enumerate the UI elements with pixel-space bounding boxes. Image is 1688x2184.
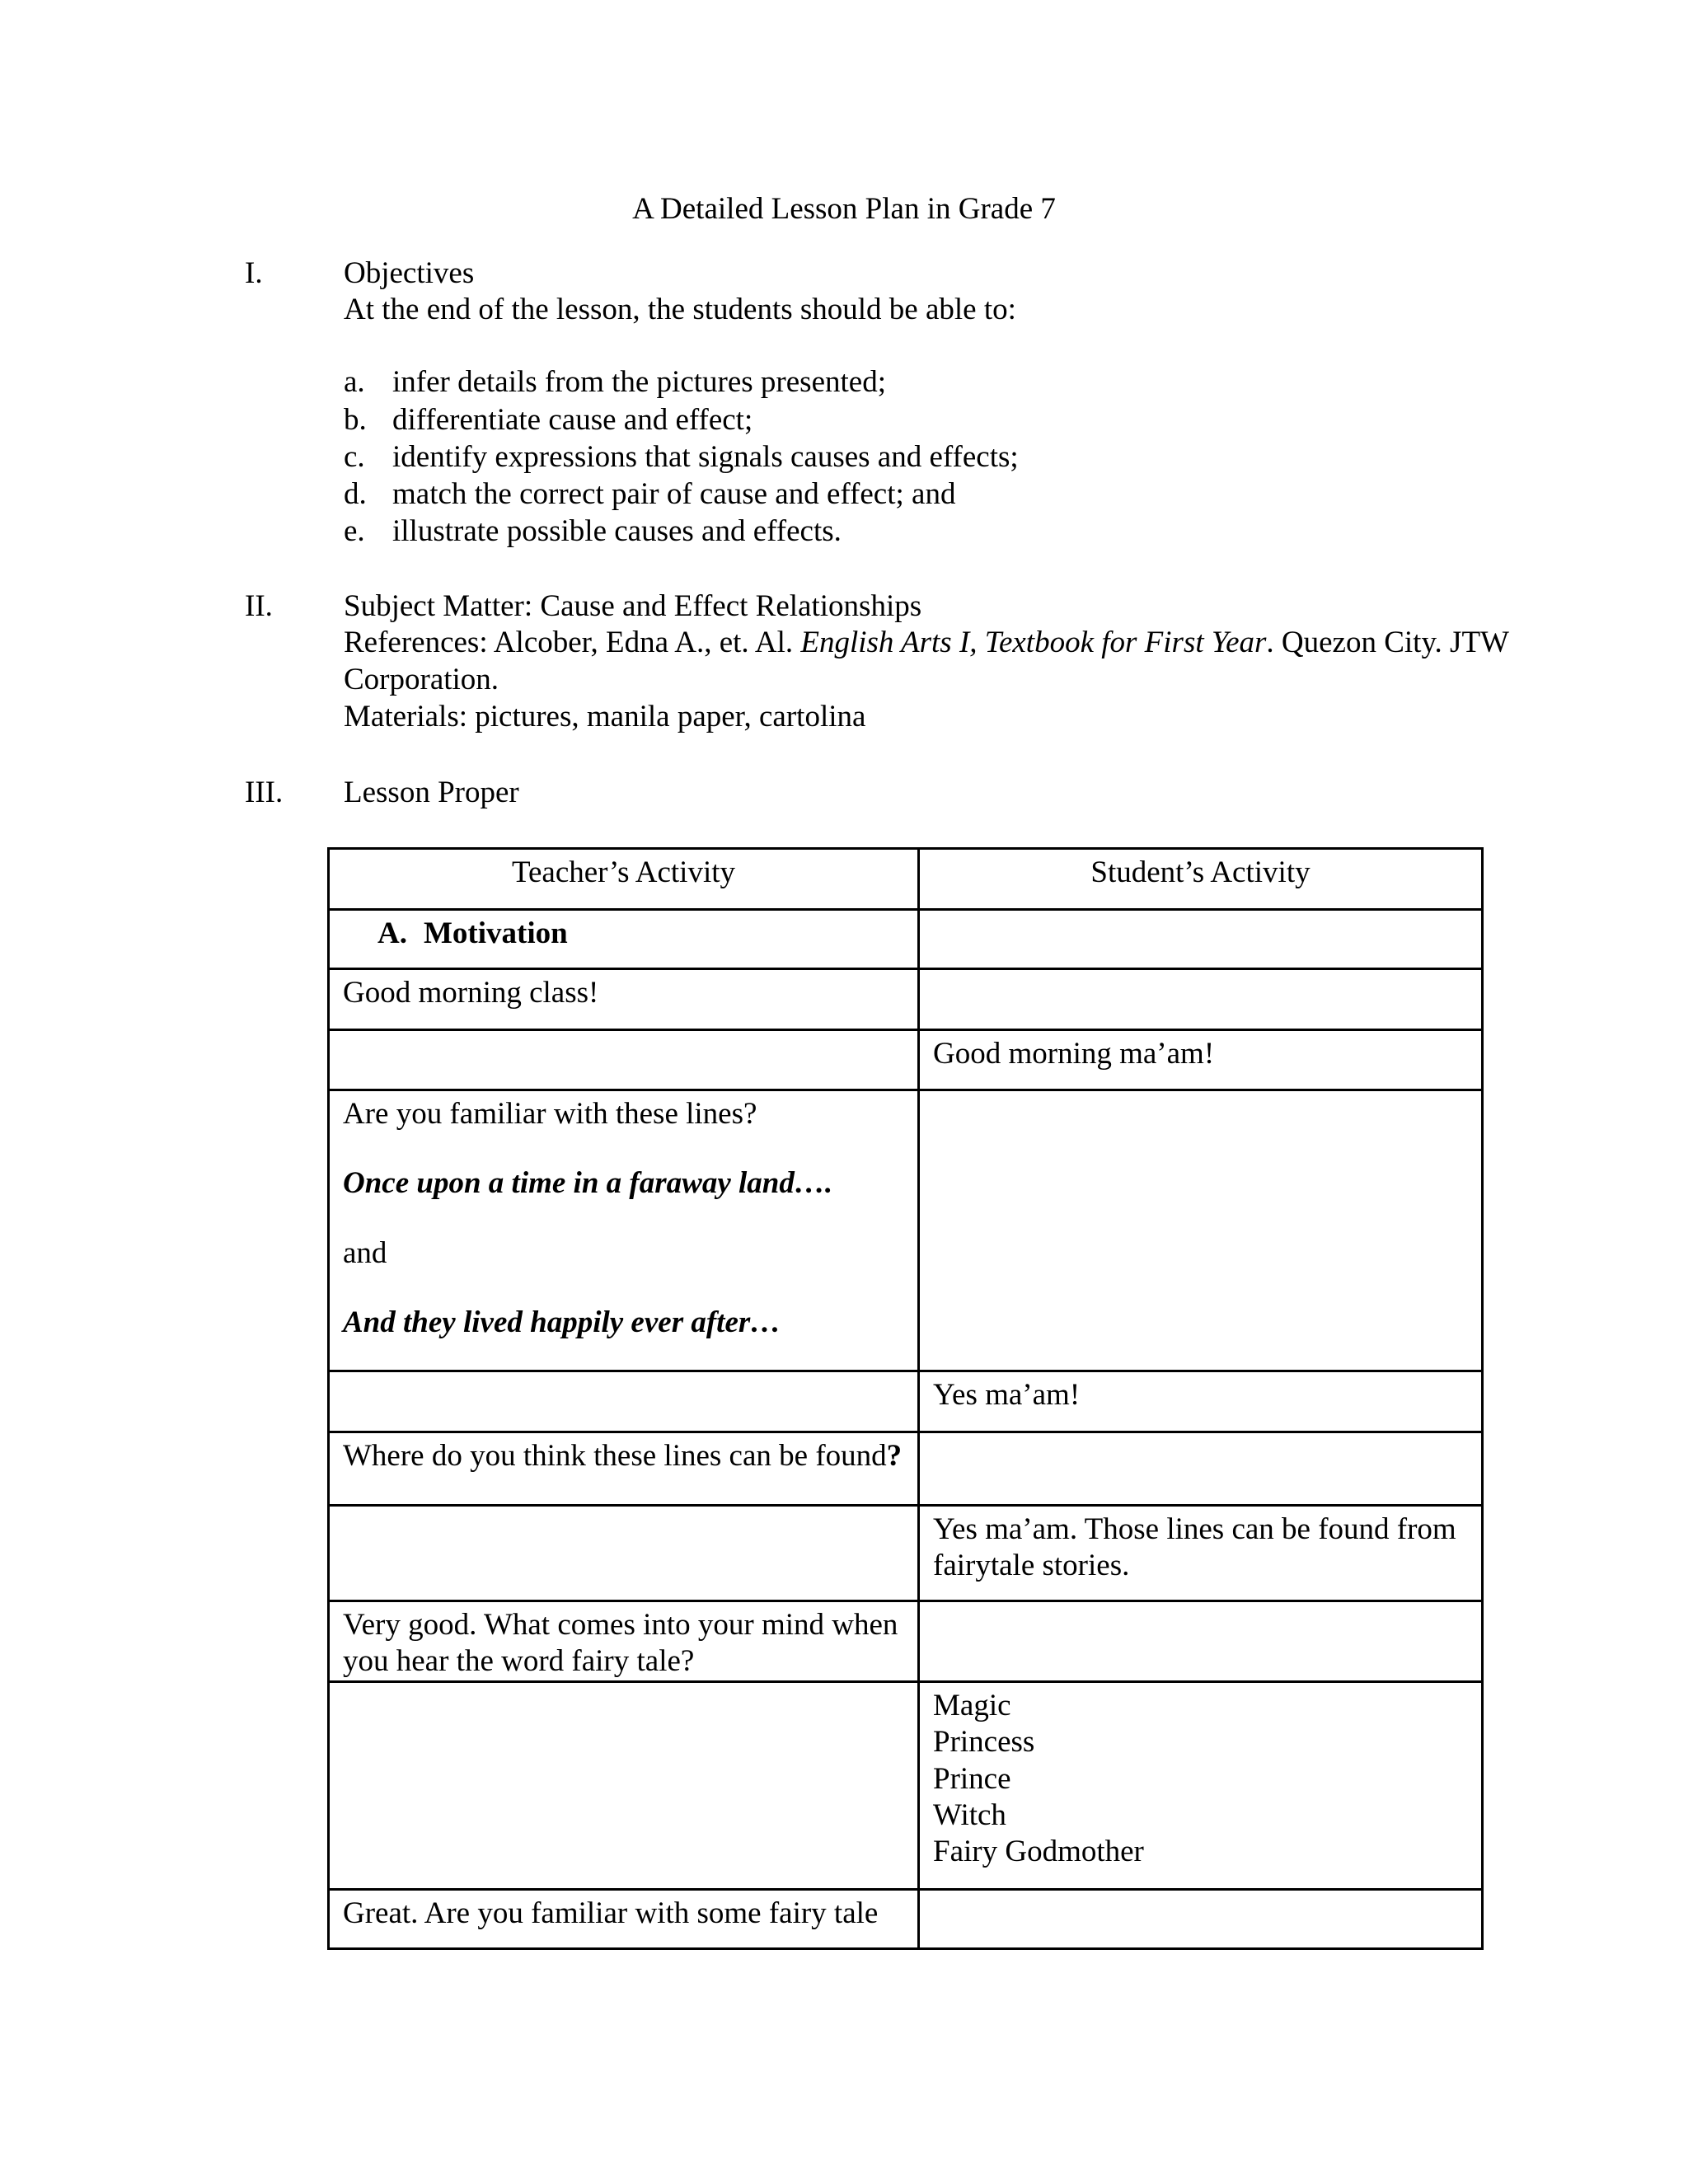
question-mark: ? — [886, 1439, 903, 1473]
teacher-question-line: you hear the word fairy tale? — [343, 1644, 695, 1679]
table-row — [329, 1432, 1483, 1506]
objective-text: match the correct pair of cause and effect; and — [392, 477, 956, 511]
empty-cell — [919, 910, 1483, 969]
table-row — [329, 910, 1483, 969]
objective-letter: a. — [344, 365, 365, 399]
student-cell — [919, 1506, 1483, 1601]
motivation-letter: A. — [377, 916, 407, 950]
materials: Materials: pictures, manila paper, cartolina — [344, 700, 866, 733]
section-numeral-subject: II. — [245, 589, 273, 623]
table-row — [329, 1090, 1483, 1371]
table-row — [329, 1889, 1483, 1948]
empty-cell — [919, 1090, 1483, 1371]
spacer — [343, 1132, 904, 1165]
motivation-label: Motivation — [424, 916, 568, 950]
table-row — [329, 969, 1483, 1030]
student-cell: Good morning ma’am! — [919, 1030, 1483, 1090]
student-cell: Yes ma’am! — [919, 1371, 1483, 1432]
empty-cell — [919, 1889, 1483, 1948]
objective-letter: c. — [344, 440, 365, 474]
fairytale-closing-line: And they lived happily ever after… — [343, 1305, 781, 1340]
student-answer-item: Fairy Godmother — [933, 1835, 1144, 1869]
section-numeral-objectives: I. — [245, 256, 263, 290]
fairytale-opening-line: Once upon a time in a faraway land…. — [343, 1166, 833, 1201]
student-answer-line: fairytale stories. — [933, 1549, 1130, 1583]
objective-letter: e. — [344, 514, 365, 548]
table-row — [329, 1506, 1483, 1601]
objectives-intro: At the end of the lesson, the students should be able to: — [344, 293, 1016, 326]
references-continued: Corporation. — [344, 663, 499, 696]
spacer — [343, 1202, 904, 1235]
student-answer-item: Princess — [933, 1725, 1035, 1760]
empty-cell — [919, 1432, 1483, 1506]
objectives-heading: Objectives — [344, 256, 475, 290]
teacher-activity-header: Teacher’s Activity — [329, 849, 919, 910]
empty-cell — [329, 1681, 919, 1889]
empty-cell — [919, 969, 1483, 1030]
empty-cell — [329, 1371, 919, 1432]
lesson-table — [327, 847, 1484, 1950]
table-row — [329, 1371, 1483, 1432]
empty-cell — [329, 1030, 919, 1090]
teacher-cell — [329, 1432, 919, 1506]
objective-text: illustrate possible causes and effects. — [392, 514, 842, 548]
spacer — [343, 1272, 904, 1305]
student-answer-line: Yes ma’am. Those lines can be found from — [933, 1512, 1456, 1546]
section-numeral-lesson: III. — [245, 776, 284, 809]
teacher-cell: Good morning class! — [329, 969, 919, 1030]
objective-letter: d. — [344, 477, 367, 511]
teacher-cell — [329, 1601, 919, 1682]
student-activity-header: Student’s Activity — [919, 849, 1483, 910]
table-row — [329, 1681, 1483, 1889]
empty-cell — [919, 1601, 1483, 1682]
teacher-cell: Great. Are you familiar with some fairy tale — [329, 1889, 919, 1948]
objective-text: infer details from the pictures presented; — [392, 365, 886, 399]
references-prefix: References: Alcober, Edna A., et. Al. — [344, 626, 801, 659]
references-line — [344, 625, 1509, 661]
table-header-row — [329, 849, 1483, 910]
references-suffix: . Quezon City. JTW — [1266, 626, 1509, 659]
objective-letter: b. — [344, 403, 367, 437]
teacher-question-line: Very good. What comes into your mind when — [343, 1608, 898, 1642]
student-answer-item: Witch — [933, 1797, 1006, 1832]
student-cell — [919, 1681, 1483, 1889]
references-book-title: English Arts I, Textbook for First Year — [800, 626, 1267, 659]
subject-matter: Subject Matter: Cause and Effect Relationships — [344, 589, 922, 623]
objective-text: identify expressions that signals causes and effects; — [392, 440, 1019, 474]
motivation-heading — [329, 910, 919, 969]
lesson-heading: Lesson Proper — [344, 776, 519, 809]
teacher-question: Are you familiar with these lines? — [343, 1097, 757, 1131]
empty-cell — [329, 1506, 919, 1601]
table-row — [329, 1601, 1483, 1682]
document-title: A Detailed Lesson Plan in Grade 7 — [632, 192, 1056, 226]
conjunction-text: and — [343, 1235, 387, 1270]
student-answer-item: Prince — [933, 1761, 1011, 1796]
student-answer-item: Magic — [933, 1688, 1011, 1722]
table-row — [329, 1030, 1483, 1090]
teacher-cell — [329, 1090, 919, 1371]
teacher-question: Where do you think these lines can be found — [343, 1439, 887, 1473]
objective-text: differentiate cause and effect; — [392, 403, 753, 437]
